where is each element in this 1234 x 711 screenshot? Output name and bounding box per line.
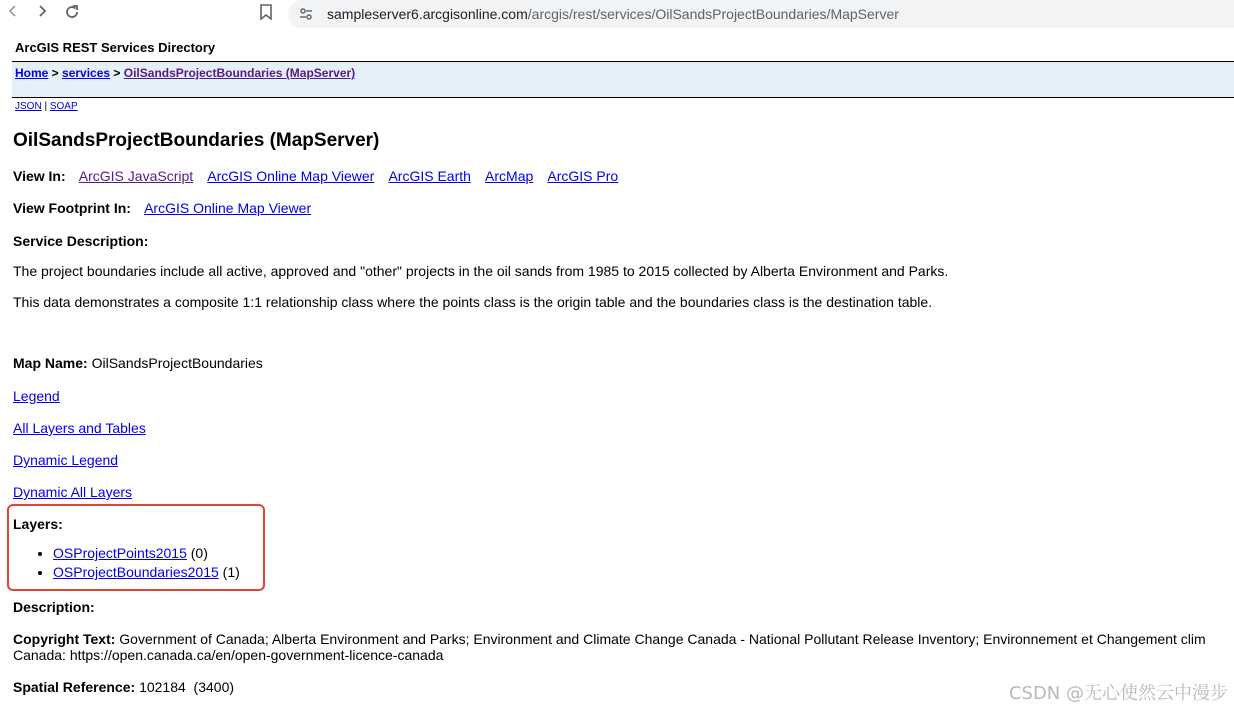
list-item [53,544,240,563]
view-footprint-row [13,200,311,216]
forward-icon[interactable] [31,4,53,26]
view-in-arcgis-earth-link[interactable]: ArcGIS Earth [388,168,471,184]
url-path: /arcgis/rest/services/OilSandsProjectBoundaries/MapServer [527,6,899,22]
breadcrumb-current-link[interactable]: OilSandsProjectBoundaries (MapServer) [123,66,356,80]
page-title: OilSandsProjectBoundaries (MapServer) [13,130,380,151]
view-in-label: View In: [13,168,66,184]
map-name-label: Map Name: [13,355,88,371]
service-description-p1: The project boundaries include all active, approved and "other" projects in the oil sands from 1985 to 2015 collected by Alberta Environment and Parks. [13,263,949,279]
breadcrumb-separator: > [110,66,124,80]
json-link[interactable]: JSON [15,101,42,112]
view-in-arcgis-javascript-link[interactable]: ArcGIS JavaScript [78,168,194,184]
watermark: CSDN @无心使然云中漫步 [1008,683,1228,704]
spatial-reference-label: Spatial Reference: [13,679,136,695]
view-in-map-viewer-link[interactable]: ArcGIS Online Map Viewer [207,168,375,184]
reload-icon[interactable] [61,4,83,26]
all-layers-tables-link[interactable]: All Layers and Tables [13,420,146,436]
back-icon[interactable] [2,4,24,26]
copyright-line1: Government of Canada; Alberta Environment and Parks; Environment and Climate Change Canada - National Pollutant Release Inventory; Environnement et Changement clim [119,631,1206,647]
layer-link-points[interactable]: OSProjectPoints2015 [53,545,187,561]
breadcrumb-separator: > [48,66,63,80]
view-in-arcgis-pro-link[interactable]: ArcGIS Pro [547,168,619,184]
view-in-row [13,168,618,184]
url-host: sampleserver6.arcgisonline.com [327,6,528,22]
site-settings-icon[interactable] [298,6,314,22]
breadcrumb-services-link[interactable]: services [62,66,111,80]
layer-link-boundaries[interactable]: OSProjectBoundaries2015 [53,564,219,580]
map-name-value: OilSandsProjectBoundaries [91,355,263,371]
list-item [53,563,240,582]
layer-id: (0) [190,545,208,561]
soap-link[interactable]: SOAP [49,101,78,112]
breadcrumb-home-link[interactable]: Home [15,66,49,80]
service-description-label: Service Description: [13,233,149,249]
address-bar[interactable] [288,0,1234,28]
breadcrumb [12,61,1234,98]
spatial-reference-value: 102184 (3400) [139,679,235,695]
view-in-arcmap-link[interactable]: ArcMap [485,168,534,184]
browser-toolbar [0,0,1234,30]
bookmark-icon[interactable] [255,4,277,26]
spatial-reference-row [13,679,234,695]
description-label: Description: [13,599,95,615]
layers-list [13,544,240,582]
format-links [15,101,78,112]
url-text [327,6,899,22]
map-name-row [13,355,263,371]
legend-link[interactable]: Legend [13,388,60,404]
view-footprint-map-viewer-link[interactable]: ArcGIS Online Map Viewer [144,200,312,216]
service-description-p2: This data demonstrates a composite 1:1 relationship class where the points class is the origin table and the boundaries class is the destination table. [13,294,933,310]
view-footprint-label: View Footprint In: [13,200,131,216]
layers-label: Layers: [13,516,63,532]
layer-id: (1) [222,564,240,580]
dynamic-all-layers-link[interactable]: Dynamic All Layers [13,484,133,500]
dynamic-legend-link[interactable]: Dynamic Legend [13,452,119,468]
copyright-label: Copyright Text: [13,631,116,647]
directory-title: ArcGIS REST Services Directory [15,40,216,55]
format-separator: | [41,101,50,112]
copyright-row [13,631,1206,663]
copyright-line2: Canada: https://open.canada.ca/en/open-government-licence-canada [13,647,444,663]
